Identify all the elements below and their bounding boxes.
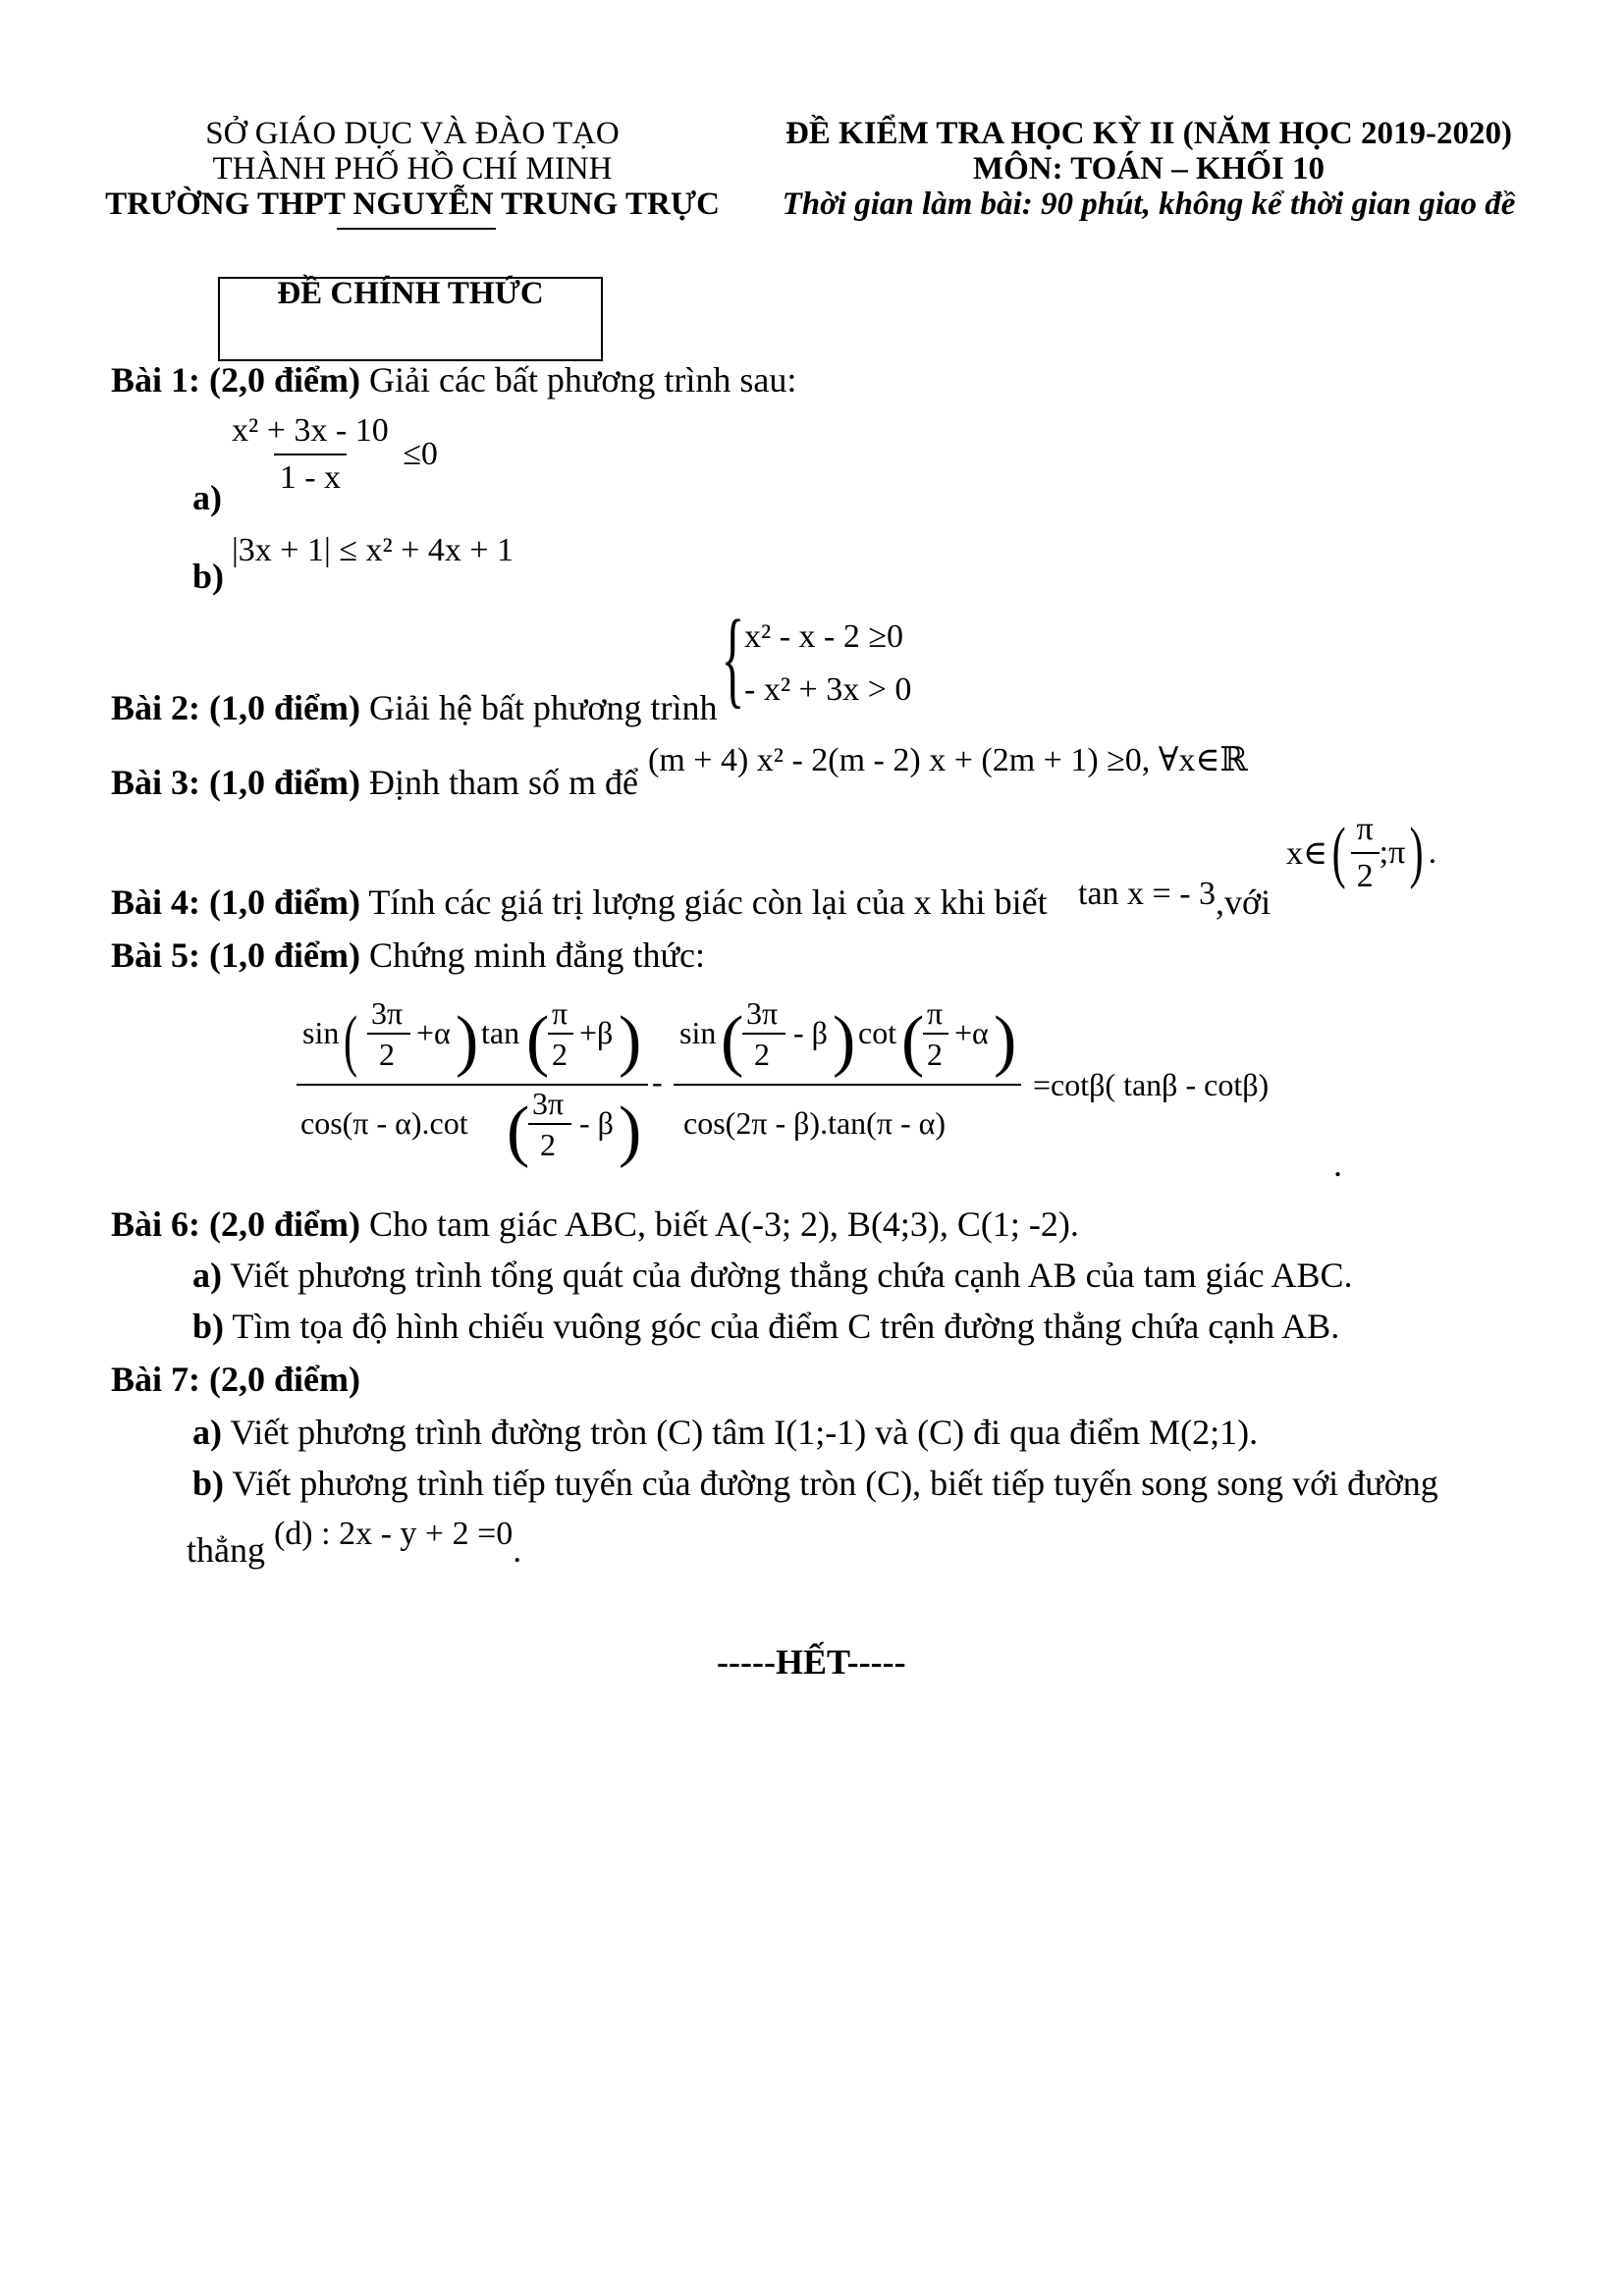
problem-4-with: ,với (1216, 882, 1272, 922)
svg-text:π: π (552, 995, 568, 1031)
svg-text:(: ( (721, 1003, 744, 1079)
problem-5-rhs: =cotβ( tanβ - cotβ) (1033, 1067, 1270, 1102)
problem-7b-text: Viết phương trình tiếp tuyến của đường tròn (C), biết tiếp tuyến song song với đường (232, 1464, 1438, 1503)
frac2-num (679, 995, 1016, 1079)
svg-text:(: ( (526, 1003, 550, 1079)
svg-text:2: 2 (379, 1037, 395, 1072)
svg-text:+α: +α (954, 1015, 989, 1050)
svg-text:- β: - β (579, 1105, 614, 1141)
svg-text:cos(π - α).cot: cos(π - α).cot (300, 1105, 468, 1141)
problem-6-text: Cho tam giác ABC, biết A(-3; 2), B(4;3), C(1; -2). (368, 1204, 1079, 1244)
problem-7b-line2: thẳng (d) : 2x - y + 2 =0. (187, 1516, 522, 1570)
svg-text:3π: 3π (371, 995, 404, 1031)
header-left (79, 116, 746, 222)
svg-text:): ) (994, 1003, 1017, 1079)
problem-5-dot: . (1333, 1145, 1342, 1184)
problem-6a (192, 1255, 1353, 1296)
problem-5-label: Bài 5: (111, 935, 201, 975)
frac2-den: cos(2π - β).tan(π - α) (683, 1105, 947, 1141)
subject-line: MÔN: TOÁN – KHỐI 10 (972, 151, 1326, 187)
problem-4-given (1078, 872, 1272, 922)
problem-2-eq1: x² - x - 2 ≥0 (744, 618, 903, 655)
problem-2-system-brace: { (721, 598, 745, 718)
svg-text:(: ( (901, 1003, 925, 1079)
problem-5-text: Chứng minh đẳng thức: (368, 935, 705, 975)
problem-1-text: Giải các bất phương trình sau: (368, 360, 797, 400)
header-right (756, 116, 1542, 222)
time-note: Thời gian làm bài: 90 phút, không kể thời gian giao đề (782, 187, 1516, 222)
end-marker: -----HẾT----- (717, 1642, 906, 1682)
problem-7a-text: Viết phương trình đường tròn (C) tâm I(1;-1) và (C) đi qua điểm M(2;1). (230, 1413, 1259, 1452)
problem-4-points: (1,0 điểm) (209, 882, 360, 922)
problem-1-label: Bài 1: (111, 360, 201, 400)
svg-text:2: 2 (540, 1127, 556, 1162)
problem-2-label: Bài 2: (111, 688, 201, 727)
problem-7b-text2: thẳng (187, 1530, 265, 1570)
problem-4-heading (111, 881, 1048, 923)
official-box (218, 277, 603, 361)
problem-7b (192, 1463, 1438, 1504)
problem-4-tan: tan x = - 3 (1078, 876, 1217, 912)
svg-text:2: 2 (754, 1037, 770, 1072)
frac1-den (300, 1086, 641, 1169)
svg-text:cot: cot (858, 1015, 897, 1050)
problem-7-heading (111, 1359, 360, 1400)
svg-text:+β: +β (579, 1015, 614, 1050)
problem-7-points: (2,0 điểm) (209, 1360, 360, 1399)
svg-text:+α: +α (416, 1015, 451, 1050)
problem-2-points: (1,0 điểm) (209, 688, 360, 727)
problem-2-heading (111, 687, 717, 728)
frac1-num (302, 995, 641, 1079)
svg-text:3π: 3π (746, 995, 779, 1031)
problem-7-label: Bài 7: (111, 1360, 201, 1399)
problem-2-eq2: - x² + 3x > 0 (744, 671, 912, 708)
problem-1-heading (111, 359, 796, 400)
problem-1a-numerator: x² + 3x - 10 (232, 412, 389, 449)
problem-1a-label: a) (192, 478, 222, 517)
svg-text:sin: sin (679, 1015, 717, 1050)
problem-1b-label: b) (192, 557, 225, 596)
problem-2-system (744, 611, 911, 717)
official-label: ĐỀ CHÍNH THỨC (277, 276, 544, 311)
problem-7a-label: a) (192, 1413, 222, 1452)
problem-3-points: (1,0 điểm) (209, 763, 360, 802)
problem-7a (192, 1412, 1258, 1453)
problem-2-text: Giải hệ bất phương trình (368, 688, 718, 727)
exam-title: ĐỀ KIỂM TRA HỌC KỲ II (NĂM HỌC 2019-2020) (785, 116, 1513, 151)
problem-6-points: (2,0 điểm) (209, 1204, 360, 1244)
problem-7b-line-eq: (d) : 2x - y + 2 =0 (273, 1516, 514, 1552)
problem-4-label: Bài 4: (111, 882, 201, 922)
svg-text:sin: sin (302, 1015, 340, 1050)
problem-1a-denominator: 1 - x (274, 454, 347, 497)
problem-5-heading (111, 934, 705, 976)
city-name: THÀNH PHỐ HỒ CHÍ MINH (212, 151, 613, 187)
problem-1-points: (2,0 điểm) (209, 360, 360, 400)
problem-4-text: Tính các giá trị lượng giác còn lại của x khi biết (368, 882, 1048, 922)
svg-text:): ) (619, 1094, 642, 1169)
problem-6b-label: b) (192, 1307, 225, 1346)
department-name: SỞ GIÁO DỤC VÀ ĐÀO TẠO (205, 116, 620, 151)
problem-3-label: Bài 3: (111, 763, 201, 802)
problem-3-expr: (m + 4) x² - 2(m - 2) x + (2m + 1) ≥0, ∀x∈ℝ (648, 742, 1248, 778)
problem-5-identity (295, 987, 1316, 1183)
svg-text:tan: tan (481, 1015, 520, 1050)
school-name: TRƯỜNG THPT NGUYỄN TRUNG TRỰC (105, 187, 720, 222)
problem-4-cond-den: 2 (1351, 852, 1380, 895)
problem-6-heading (111, 1203, 1079, 1245)
problem-3-heading (111, 762, 638, 803)
problem-4-condition: x∈( $\frac{\pi}{2}$ ;π) . (1286, 811, 1437, 894)
svg-text:- β: - β (793, 1015, 828, 1050)
svg-text:3π: 3π (532, 1086, 565, 1121)
problem-6a-text: Viết phương trình tổng quát của đường thẳng chứa cạnh AB của tam giác ABC. (230, 1255, 1353, 1295)
svg-text:2: 2 (552, 1037, 568, 1072)
svg-text:-: - (652, 1064, 663, 1099)
svg-text:(: ( (344, 1003, 357, 1079)
problem-6-label: Bài 6: (111, 1204, 201, 1244)
school-underline (337, 228, 496, 230)
svg-text:): ) (833, 1003, 856, 1079)
problem-7b-label: b) (192, 1464, 225, 1503)
svg-text:): ) (619, 1003, 642, 1079)
problem-4-cond-prefix: x∈ (1286, 835, 1328, 872)
problem-3-text: Định tham số m để (368, 763, 638, 802)
problem-4-cond-num: π (1356, 811, 1374, 847)
problem-4-cond-suffix: ;π (1379, 834, 1406, 871)
svg-text:π: π (927, 995, 944, 1031)
problem-6b-text: Tìm tọa độ hình chiếu vuông góc của điểm C trên đường thẳng chứa cạnh AB. (232, 1307, 1340, 1346)
svg-text:2: 2 (927, 1037, 943, 1072)
svg-text:(: ( (507, 1094, 530, 1169)
problem-1b-expr: |3x + 1| ≤ x² + 4x + 1 (232, 532, 514, 568)
problem-6a-label: a) (192, 1255, 222, 1295)
svg-text:): ) (456, 1003, 479, 1079)
problem-1a-rhs: ≤0 (403, 436, 438, 472)
problem-5-points: (1,0 điểm) (209, 935, 360, 975)
problem-1a-expr (226, 412, 438, 497)
problem-1a-fraction (226, 412, 395, 497)
problem-6b (192, 1306, 1339, 1347)
